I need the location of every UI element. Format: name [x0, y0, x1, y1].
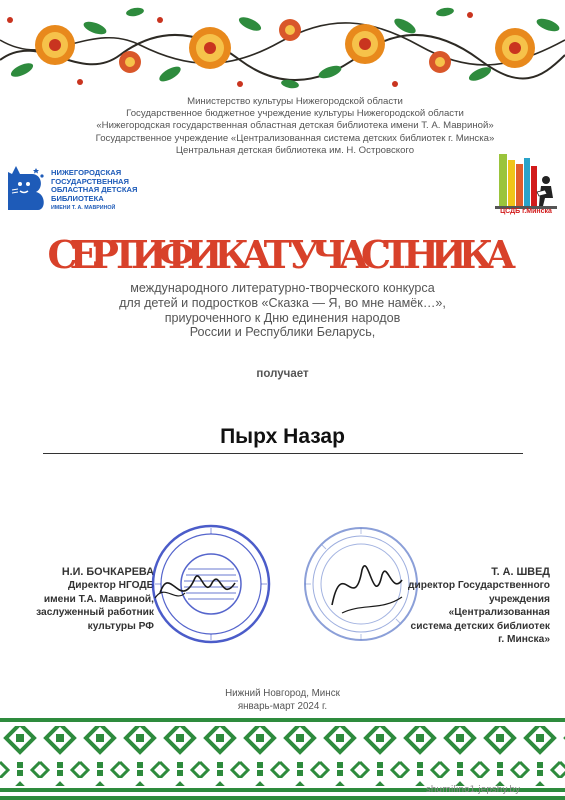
place-and-date	[0, 688, 565, 713]
header-line: Министерство культуры Нижегородской области	[187, 96, 403, 107]
contest-description	[40, 281, 525, 340]
header-line: Государственное учреждение «Централизованная система детских библиотек г. Минска»	[95, 132, 495, 144]
footer-date: январь-март 2024 г.	[237, 700, 328, 712]
logo-left-line: БИБЛИОТЕКА	[51, 193, 104, 203]
official-stamp-left	[150, 523, 272, 645]
certificate-title-svg	[0, 228, 565, 278]
signer-left	[14, 566, 154, 633]
signer-right-title: г. Минска»	[498, 634, 550, 646]
logo-left-line: ГОСУДАРСТВЕННАЯ	[51, 176, 129, 186]
recipient-underline	[43, 453, 523, 454]
recipient-name: Пырх Назар	[220, 425, 345, 448]
signer-left-title: Директор НГОДБ	[67, 580, 154, 592]
logo-left-line: НИЖЕГОРОДСКАЯ	[51, 168, 122, 177]
signer-right-title: система детских библиотек	[410, 620, 550, 632]
signer-left-title: заслуженный работник	[36, 607, 154, 619]
contest-line: для детей и подростков «Сказка — Я, во мне намёк…»,	[119, 295, 446, 310]
signer-right-title: учреждения «Централизованная	[448, 593, 550, 619]
certificate-title-text: СЕРТИФИКАТ УЧАСТНИКА	[47, 232, 518, 277]
books-reader-logo-icon	[493, 150, 559, 210]
logo-left-subline: ИМЕНИ Т. А. МАВРИНОЙ	[51, 205, 116, 212]
signer-right-title: директор Государственного	[408, 580, 550, 592]
floral-ornament-svg	[0, 0, 565, 92]
footer-place: Нижний Новгород, Минск	[225, 688, 340, 699]
cat-book-logo-icon	[6, 164, 46, 212]
library-logo-left	[6, 152, 141, 214]
receives-label: получает	[256, 368, 309, 380]
contest-line: России и Республики Беларусь,	[189, 325, 376, 340]
contest-line: международного литературно-творческого конкурса	[130, 281, 435, 295]
logo-left-text	[51, 169, 143, 213]
logo-left-line: ОБЛАСТНАЯ ДЕТСКАЯ	[51, 185, 138, 195]
header-line: Центральная детская библиотека им. Н. Островского	[175, 144, 415, 156]
signer-left-title: имени Т.А. Мавриной,	[43, 593, 154, 605]
signer-left-name: Н.И. БОЧКАРЕВА	[61, 566, 154, 578]
signer-right	[400, 566, 550, 646]
logo-right-caption: ЦСДБ г.Минска	[500, 208, 552, 215]
certificate-title	[0, 228, 565, 278]
watermark-text: shumilino1.jepshy.by	[426, 785, 521, 795]
institution-header	[60, 96, 530, 157]
top-floral-ornament	[0, 0, 565, 92]
signer-left-title: культуры РФ	[87, 620, 154, 632]
library-logo-right	[493, 150, 559, 230]
header-line: «Нижегородская государственная областная детская библиотека имени Т. А. Мавриной»	[96, 120, 494, 132]
stamp-left-icon	[150, 523, 272, 645]
header-line: Государственное бюджетное учреждение культуры Нижегородской области	[126, 108, 464, 120]
contest-line: приуроченного к Дню единения народов	[164, 310, 401, 325]
signer-right-name: Т. А. ШВЕД	[491, 566, 550, 578]
